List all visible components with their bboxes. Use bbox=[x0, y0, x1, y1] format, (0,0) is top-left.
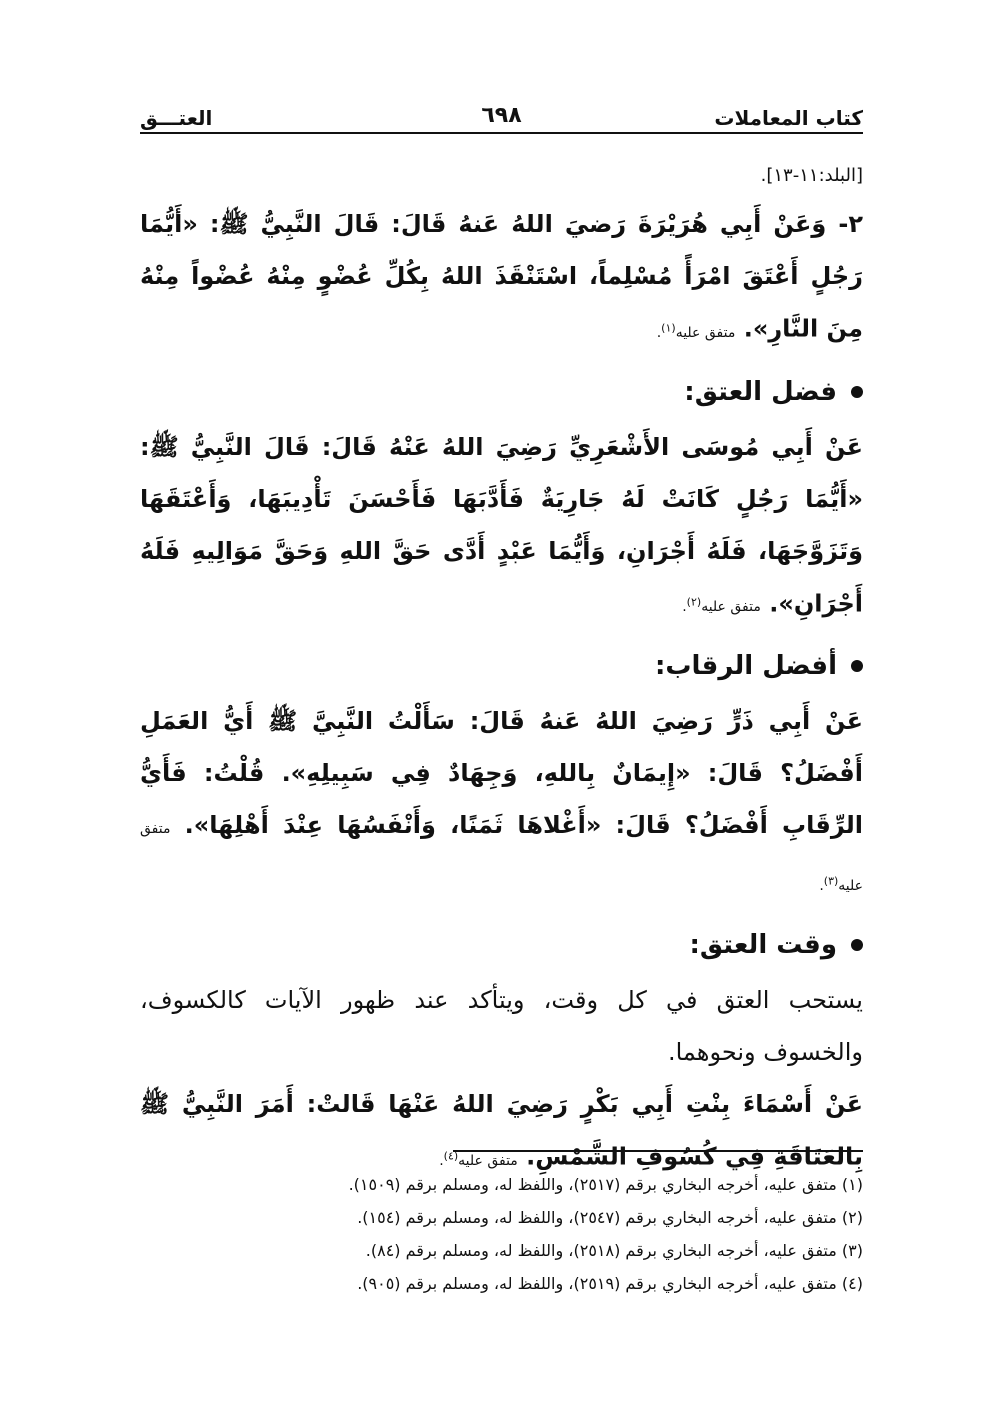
footnote-3: (٣) متفق عليه، أخرجه البخاري برقم (٢٥١٨)، واللفظ له، ومسلم برقم (٨٤). bbox=[365, 1241, 863, 1260]
time-intro: يستحب العتق في كل وقت، ويتأكد عند ظهور الآيات كالكسوف، والخسوف ونحوهما. bbox=[140, 985, 863, 1066]
book-title: كتاب المعاملات bbox=[714, 106, 863, 130]
footnote-2: (٢) متفق عليه، أخرجه البخاري برقم (٢٥٤٧)، واللفظ له، ومسلم برقم (١٥٤). bbox=[357, 1208, 863, 1227]
footnote-ref-3[interactable]: (٣) bbox=[823, 874, 839, 888]
footnotes bbox=[140, 1168, 863, 1300]
footnote-ref-2[interactable]: (٢) bbox=[686, 595, 702, 609]
bullet-icon bbox=[851, 386, 863, 398]
chapter-title: العتـــق bbox=[140, 106, 213, 130]
hadith-virtue bbox=[140, 421, 863, 634]
hadith-best-slaves-grading: متفق عليه$^{(٣)}$. bbox=[140, 821, 863, 894]
hadith-virtue-text: عَنْ أَبِي مُوسَى الأَشْعَرِيِّ رَضِيَ اللهُ عَنْهُ قَالَ: قَالَ النَّبِيُّ ﷺ: «أَيُّمَا رَجُلٍ كَانَتْ لَهُ جَارِيَةٌ فَأَدَّبَهَا فَأَحْسَنَ تَأْدِيبَهَا، وَأَعْتَقَهَا وَتَزَوَّجَهَا، فَلَهُ أَجْرَانِ، وَأَيُّمَا عَبْدٍ أَدَّى حَقَّ اللهِ وَحَقَّ مَوَالِيهِ فَلَهُ أَجْرَانِ». bbox=[140, 432, 863, 618]
page-header bbox=[140, 96, 863, 130]
footnote-4: (٤) متفق عليه، أخرجه البخاري برقم (٢٥١٩)، واللفظ له، ومسلم برقم (٩٠٥). bbox=[357, 1274, 863, 1293]
hadith-virtue-grading: متفق عليه$^{(٢)}$. bbox=[682, 595, 761, 616]
footnote-divider bbox=[453, 1150, 863, 1152]
section-heading-time: وقت العتق: bbox=[140, 930, 863, 960]
footnote-ref-4[interactable]: (٤) bbox=[443, 1148, 459, 1162]
hadith-eclipse-text: عَنْ أَسْمَاءَ بِنْتِ أَبِي بَكْرٍ رَضِيَ اللهُ عَنْهَا قَالتْ: أَمَرَ النَّبِيُّ ﷺ بِالعَتَاقَةِ فِي كُسُوفِ الشَّمْسِ. bbox=[140, 1089, 863, 1171]
hadith-2-text: ٢- وَعَنْ أَبِي هُرَيْرَةَ رَضيَ اللهُ عَنهُ قَالَ: قَالَ النَّبِيُّ ﷺ: «أَيُّمَا رَجُلٍ أَعْتَقَ امْرَأً مُسْلِماً، اسْتَنْقَذَ اللهُ بِكُلِّ عُضْوٍ مِنْهُ عُضْواً مِنْهُ مِنَ النَّارِ». bbox=[140, 210, 863, 343]
hadith-best-slaves bbox=[140, 695, 863, 912]
quran-reference: [البلد:١١-١٣]. bbox=[760, 165, 863, 186]
page-number: ٦٩٨ bbox=[481, 103, 522, 128]
page-body bbox=[140, 165, 863, 1187]
bullet-icon bbox=[851, 939, 863, 951]
header-divider bbox=[140, 132, 863, 134]
footnote-1: (١) متفق عليه، أخرجه البخاري برقم (٢٥١٧)، واللفظ له، ومسلم برقم (١٥٠٩). bbox=[348, 1175, 863, 1194]
hadith-2 bbox=[140, 198, 863, 359]
hadith-best-slaves-text: عَنْ أَبِي ذَرٍّ رَضِيَ اللهُ عَنهُ قَالَ: سَأَلْتُ النَّبِيَّ ﷺ أَيُّ العَمَلِ أَفْضَلُ؟ قَالَ: «إِيمَانٌ بِاللهِ، وَجِهَادٌ فِي سَبِيلِهِ». قُلْتُ: فَأَيُّ الرِّقَابِ أَفْضَلُ؟ قَالَ: «أَغْلاهَا ثَمَنًا، وَأَنْفَسُهَا عِنْدَ أَهْلِهَا». bbox=[140, 707, 863, 840]
hadith-2-grading: متفق عليه$^{(١)}$. bbox=[656, 321, 736, 341]
section-heading-virtue: فضل العتق: bbox=[140, 377, 863, 407]
bullet-icon bbox=[851, 660, 863, 672]
footnote-ref-1[interactable]: (١) bbox=[661, 321, 676, 334]
hadith-eclipse-grading: متفق عليه$^{(٤)}$. bbox=[439, 1148, 518, 1169]
section-heading-best-slaves: أفضل الرقاب: bbox=[140, 651, 863, 681]
